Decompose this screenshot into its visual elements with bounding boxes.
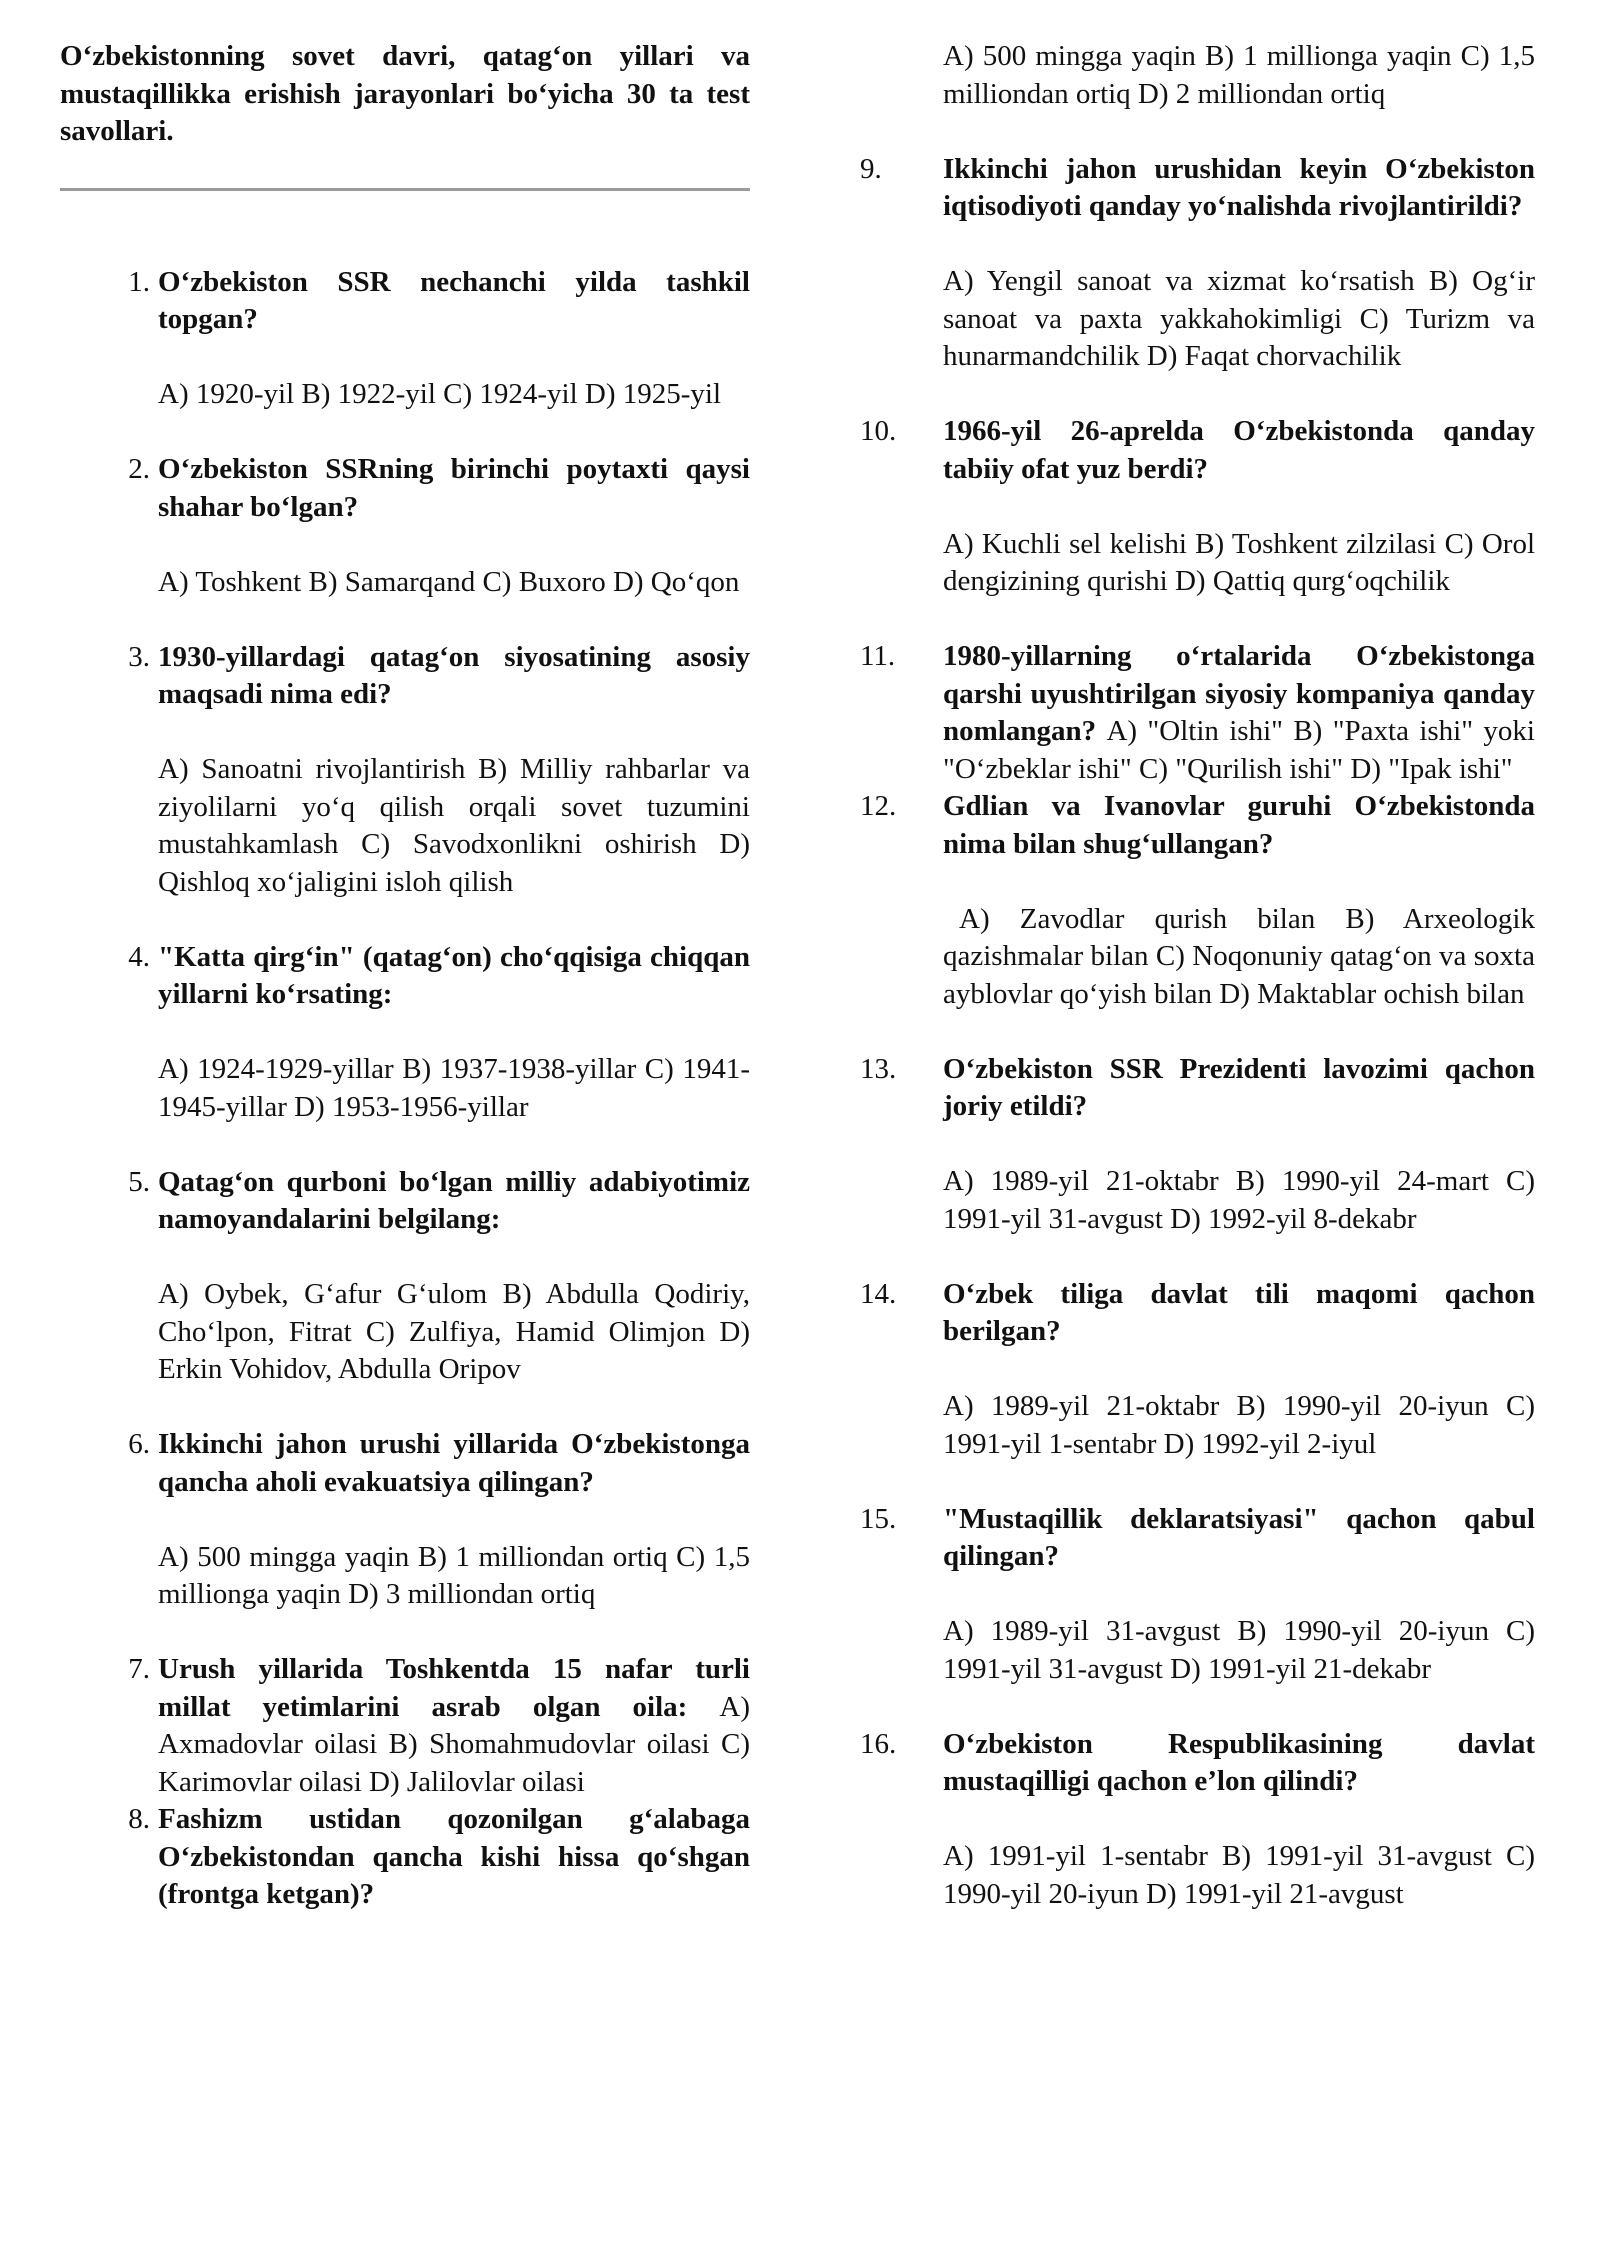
question-number: 10. <box>860 415 897 447</box>
question-number: 11. <box>860 640 896 672</box>
question-text: Ikkinchi jahon urushi yillarida O‘zbekistonga qancha aholi evakuatsiya qilingan? <box>158 1428 750 1498</box>
answer-options: A) Axmadovlar oilasi B) Shomahmudovlar oilasi C) Karimovlar oilasi D) Jalilovlar oilasi <box>158 1690 750 1798</box>
question-text: O‘zbekiston SSR Prezidenti lavozimi qachon joriy etildi? <box>943 1052 1535 1122</box>
answer-options: A) Zavodlar qurish bilan B) Arxeologik qazishmalar bilan C) Noqonuniy qatag‘on va soxta ayblovlar qo‘yish bilan D) Maktablar ochish bilan <box>943 902 1535 1010</box>
question-text: Fashizm ustidan qozonilgan g‘alabaga O‘zbekistondan qancha kishi hissa qo‘shgan (frontga ketgan)? <box>158 1803 750 1910</box>
left-column <box>60 38 750 1914</box>
answer-options: A) 1991-yil 1-sentabr B) 1991-yil 31-avgust C) 1990-yil 20-iyun D) 1991-yil 21-avgust <box>943 1840 1535 1910</box>
answer-options: A) 1920-yil B) 1922-yil C) 1924-yil D) 1925-yil <box>158 378 722 410</box>
question-number: 4. <box>128 940 150 973</box>
question-10 <box>860 413 1535 601</box>
question-number: 15. <box>860 1502 897 1535</box>
question-text: O‘zbekiston Respublikasining davlat mustaqilligi qachon e’lon qilindi? <box>943 1727 1535 1797</box>
question-8-answers <box>880 38 1535 113</box>
question-13 <box>860 1051 1535 1239</box>
question-12 <box>860 788 1535 1013</box>
answer-options: A) 1924-1929-yillar B) 1937-1938-yillar C) 1941-1945-yillar D) 1953-1956-yillar <box>158 1053 750 1123</box>
question-14 <box>860 1276 1535 1464</box>
question-number: 5. <box>128 1165 150 1198</box>
answer-options: A) 500 mingga yaqin B) 1 milliondan ortiq C) 1,5 millionga yaqin D) 3 milliondan ortiq <box>158 1540 750 1610</box>
question-number: 16. <box>860 1727 897 1760</box>
question-text: 1930-yillardagi qatag‘on siyosatining asosiy maqsadi nima edi? <box>158 640 750 710</box>
question-16 <box>860 1726 1535 1914</box>
question-text: 1966-yil 26-aprelda O‘zbekistonda qanday tabiiy ofat yuz berdi? <box>943 415 1535 485</box>
answer-options: A) Kuchli sel kelishi B) Toshkent zilzilasi C) Orol dengizining qurishi D) Qattiq qurg‘oqchilik <box>943 527 1535 597</box>
right-column <box>860 38 1535 1913</box>
question-6 <box>60 1426 750 1614</box>
question-4 <box>60 939 750 1127</box>
question-1 <box>60 264 750 414</box>
question-text: Gdlian va Ivanovlar guruhi O‘zbekistonda nima bilan shug‘ullangan? <box>943 790 1535 860</box>
question-number: 8. <box>128 1803 150 1835</box>
answer-options: A) 1989-yil 21-oktabr B) 1990-yil 20-iyun C) 1991-yil 1-sentabr D) 1992-yil 2-iyul <box>943 1390 1535 1460</box>
question-number: 7. <box>128 1653 150 1685</box>
answer-options: A) Sanoatni rivojlantirish B) Milliy rahbarlar va ziyolilarni yo‘q qilish orqali sovet tuzumini mustahkamlash C) Savodxonlikni oshirish D) Qishloq xo‘jaligini isloh qilish <box>158 753 750 898</box>
question-text: O‘zbek tiliga davlat tili maqomi qachon berilgan? <box>943 1277 1535 1347</box>
question-9 <box>860 151 1535 376</box>
question-number: 9. <box>860 152 882 185</box>
question-number: 3. <box>128 640 150 673</box>
question-text: Urush yillarida Toshkentda 15 nafar turli millat yetimlarini asrab olgan oila: <box>158 1653 750 1723</box>
question-text: 1980-yillarning o‘rtalarida O‘zbekistonga qarshi uyushtirilgan siyosiy kompaniya qanday nomlangan? <box>943 640 1535 747</box>
question-15 <box>860 1501 1535 1689</box>
question-5 <box>60 1164 750 1389</box>
question-text: "Katta qirg‘in" (qatag‘on) cho‘qqisiga chiqqan yillarni ko‘rsating: <box>158 940 750 1010</box>
answer-options: A) Oybek, G‘afur G‘ulom B) Abdulla Qodiriy, Cho‘lpon, Fitrat C) Zulfiya, Hamid Olimjon D) Erkin Vohidov, Abdulla Oripov <box>158 1278 750 1385</box>
question-number: 13. <box>860 1052 897 1085</box>
question-number: 12. <box>860 790 897 822</box>
question-text: "Mustaqillik deklaratsiyasi" qachon qabul qilingan? <box>943 1502 1535 1572</box>
answer-options: A) Toshkent B) Samarqand C) Buxoro D) Qo‘qon <box>158 565 740 598</box>
answer-options: A) "Oltin ishi" B) "Paxta ishi" yoki "O‘zbeklar ishi" C) "Qurilish ishi" D) "Ipak ishi" <box>943 715 1535 785</box>
question-number: 6. <box>128 1428 150 1460</box>
question-text: O‘zbekiston SSRning birinchi poytaxti qaysi shahar bo‘lgan? <box>158 453 750 523</box>
question-number: 14. <box>860 1277 897 1310</box>
question-number: 2. <box>128 453 150 485</box>
question-text: Ikkinchi jahon urushidan keyin O‘zbekiston iqtisodiyoti qanday yo‘nalishda rivojlantirildi? <box>943 152 1535 222</box>
question-11 <box>860 638 1535 788</box>
question-list-left <box>60 264 750 1914</box>
question-number: 1. <box>128 265 150 298</box>
answer-options: A) 1989-yil 21-oktabr B) 1990-yil 24-mart C) 1991-yil 31-avgust D) 1992-yil 8-dekabr <box>943 1165 1535 1235</box>
question-text: Qatag‘on qurboni bo‘lgan milliy adabiyotimiz namoyandalarini belgilang: <box>158 1165 750 1235</box>
answer-options: A) 500 mingga yaqin B) 1 millionga yaqin C) 1,5 milliondan ortiq D) 2 milliondan ortiq <box>943 40 1535 110</box>
question-3 <box>60 639 750 902</box>
question-8 <box>60 1801 750 1914</box>
answer-options: A) 1989-yil 31-avgust B) 1990-yil 20-iyun C) 1991-yil 31-avgust D) 1991-yil 21-dekabr <box>943 1615 1535 1685</box>
question-7 <box>60 1651 750 1801</box>
document-title: O‘zbekistonning sovet davri, qatag‘on yillari va mustaqillikka erishish jarayonlari bo‘yicha 30 ta test savollari. <box>60 40 750 147</box>
answer-options: A) Yengil sanoat va xizmat ko‘rsatish B) Og‘ir sanoat va paxta yakkahokimligi C) Turizm va hunarmandchilik D) Faqat chorvachilik <box>943 265 1535 372</box>
question-list-right <box>860 38 1535 1913</box>
question-2 <box>60 451 750 601</box>
question-text: O‘zbekiston SSR nechanchi yilda tashkil topgan? <box>158 265 750 335</box>
